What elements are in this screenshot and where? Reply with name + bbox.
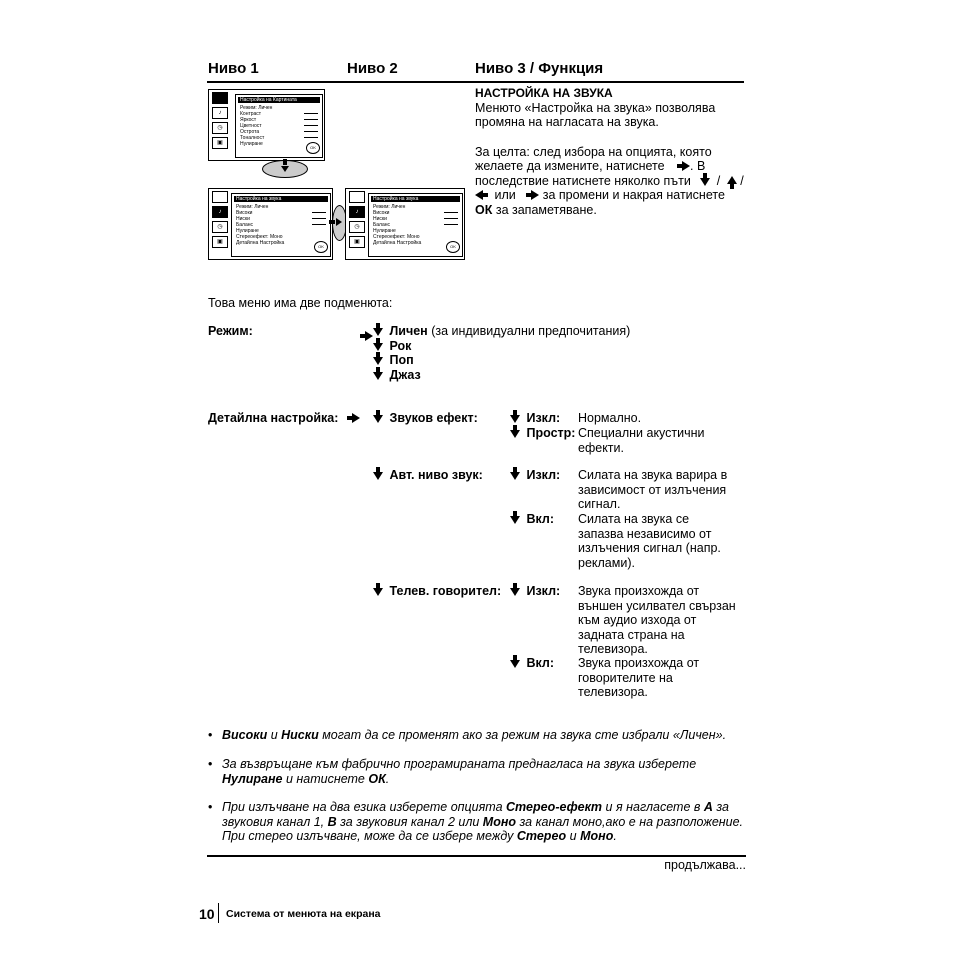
right-arrow-icon: [352, 413, 360, 423]
ok-icon: OK: [306, 142, 320, 154]
mode-label: Режим:: [208, 324, 253, 338]
menu-item: Тоналност: [236, 135, 322, 141]
ok-icon: OK: [446, 241, 460, 253]
list-item: Джаз: [373, 368, 630, 383]
down-arrow-icon: [700, 178, 710, 186]
timer-icon: ◷: [349, 221, 365, 233]
setup-icon: ▣: [212, 236, 228, 248]
right-arrow-icon: [365, 331, 373, 341]
screen-sound-menu: [208, 188, 333, 260]
header-level-3: Ниво 3 / Функция: [475, 60, 604, 77]
footer-title: Система от менюта на екрана: [226, 908, 381, 920]
option-label: Вкл:: [510, 656, 554, 671]
screen-sound-menu-level2: [345, 188, 465, 260]
ok-icon: OK: [314, 241, 328, 253]
group-tv-speaker: Телев. говорител:: [373, 584, 501, 599]
level3-description: [475, 86, 745, 217]
remote-down-button-icon: [262, 160, 308, 178]
menu-item: Яркост: [236, 117, 322, 123]
section-intro: Менюто «Настройка на звука» позволява промяна на нагласата на звука.: [475, 100, 716, 129]
menu-item: Контраст: [236, 111, 322, 117]
up-arrow-icon: [727, 176, 737, 184]
header-rule: [207, 81, 744, 83]
right-arrow-icon: [531, 190, 539, 200]
option-label: Простр:: [510, 426, 575, 441]
header-level-1: Ниво 1: [208, 60, 259, 77]
menu-item: Високи: [232, 210, 330, 216]
screen-side-icons: [346, 189, 368, 251]
option-label: Изкл:: [510, 468, 560, 483]
note-2: • За възвръщане към фабрично програмираната преднагласа на звука изберете Нулиране и натиснете ОК.: [208, 757, 697, 786]
menu-item: Нулиране: [373, 228, 396, 234]
section-instructions: За целта: след избора на опцията, която желаете да измените, натиснете . В последствие натиснете няколко пъти / / или за промени и накрая натиснете ОК за запаметяване.: [475, 144, 744, 217]
option-label: Вкл:: [510, 512, 554, 527]
option-desc: Звука произхожда от говорителите на телевизора.: [578, 656, 700, 699]
note-1: • Високи и Ниски могат да се променят ако за режим на звука сте избрали «Личен».: [208, 728, 727, 742]
right-arrow-icon: [682, 161, 690, 171]
option-desc: Нормално.: [578, 411, 642, 425]
menu-item: Стереоефект: Моно: [373, 234, 420, 240]
group-auto-volume: Авт. ниво звук:: [373, 468, 483, 483]
sound-menu-panel: [231, 193, 331, 257]
list-item: Личен (за индивидуални предпочитания): [373, 324, 630, 339]
menu-item: Нулиране: [240, 141, 263, 147]
picture-icon: [212, 191, 228, 203]
menu-item: Детайлна Настройка: [236, 240, 285, 246]
menu-item: Нулиране: [236, 228, 259, 234]
picture-menu-title: Настройка на Картината: [238, 97, 320, 103]
sound-icon: ♪: [212, 107, 228, 119]
timer-icon: ◷: [212, 122, 228, 134]
menu-item: Режим: Личен: [373, 204, 406, 210]
option-label: Изкл:: [510, 584, 560, 599]
list-item: Рок: [373, 339, 630, 354]
setup-icon: ▣: [349, 236, 365, 248]
sound-icon: ♪: [349, 206, 365, 218]
menu-item: Цветност: [236, 123, 322, 129]
sound-icon: ♪: [212, 206, 228, 218]
list-item: Поп: [373, 353, 630, 368]
section-title: НАСТРОЙКА НА ЗВУКА: [475, 86, 613, 100]
footer-divider: [218, 903, 219, 923]
menu-item: Баланс: [232, 222, 330, 228]
picture-icon: [212, 92, 228, 104]
menu-item: Високи: [369, 210, 462, 216]
note-3: • При излъчване на два езика изберете опцията Стерео-ефект и я нагласете в A за звуковия канал 1, B за звуковия канал 2 или Моно за канал моно,ако е на разположение. При стерео излъчване, може да се избере между Стерео и Моно.: [208, 800, 744, 843]
left-arrow-icon: [475, 190, 483, 200]
mode-options: [373, 324, 630, 382]
option-desc: Звука произхожда от външен усилвател свързан към аудио изхода от задната страна на телевизора.: [578, 584, 736, 656]
bottom-rule: [207, 855, 746, 857]
picture-menu-panel: [235, 94, 323, 158]
screen-side-icons: [209, 90, 231, 152]
submenus-intro: Това меню има две подменюта:: [208, 296, 393, 310]
option-label: Изкл:: [510, 411, 560, 426]
menu-item: Острота: [236, 129, 322, 135]
group-sound-effect: Звуков ефект:: [373, 411, 478, 426]
screen-picture-menu: [208, 89, 325, 161]
menu-item: Режим: Личен: [240, 105, 273, 111]
menu-item: Баланс: [369, 222, 462, 228]
menu-item: Ниски: [369, 216, 462, 222]
detail-label: Детайлна настройка:: [208, 411, 360, 426]
continued-label: продължава...: [664, 858, 746, 872]
menu-item: Стереоефект: Моно: [236, 234, 283, 240]
header-level-2: Ниво 2: [347, 60, 398, 77]
sound-menu-title: Настройка на звука: [234, 196, 328, 202]
setup-icon: ▣: [212, 137, 228, 149]
page-number: 10: [199, 906, 215, 922]
menu-item: Ниски: [232, 216, 330, 222]
sound-menu-title: Настройка на звука: [371, 196, 460, 202]
timer-icon: ◷: [212, 221, 228, 233]
option-desc: Специални акустични ефекти.: [578, 426, 705, 455]
option-desc: Силата на звука варира в зависимост от излъчения сигнал.: [578, 468, 728, 511]
option-desc: Силата на звука се запазва независимо от излъчения сигнал (напр. реклами).: [578, 512, 721, 570]
sound-menu-panel-level2: [368, 193, 463, 257]
menu-item: Детайлна Настройка: [373, 240, 422, 246]
picture-icon: [349, 191, 365, 203]
menu-item: Режим: Личен: [236, 204, 269, 210]
screen-side-icons: [209, 189, 231, 251]
